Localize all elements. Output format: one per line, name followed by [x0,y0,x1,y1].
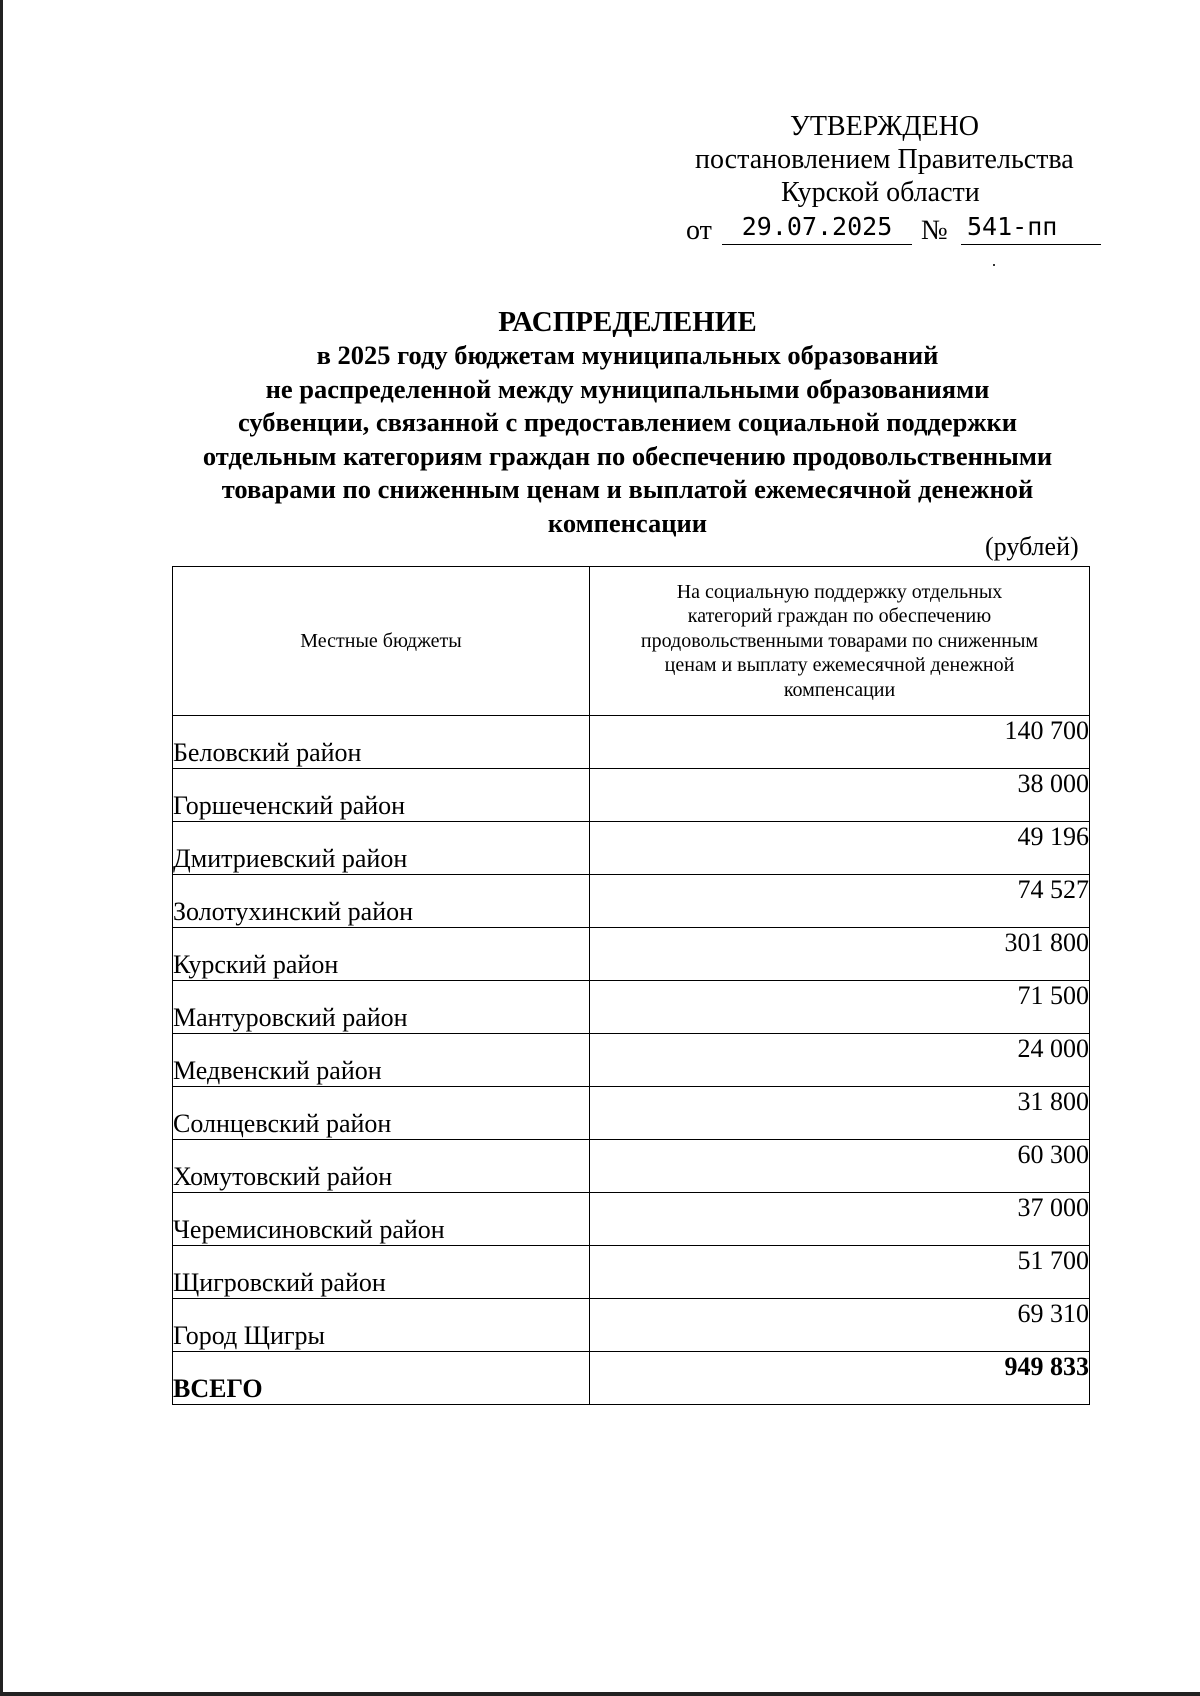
total-label: ВСЕГО [173,1352,590,1405]
page-edge-bottom [0,1692,1200,1696]
table-row [173,1193,1090,1246]
approval-date-number-line [686,210,1086,246]
row-name: Черемисиновский район [173,1193,590,1246]
row-name: Солнцевский район [173,1087,590,1140]
title-line-4: отдельным категориям граждан по обеспечению продовольственными [202,440,1053,471]
title-line-3: субвенции, связанной с предоставлением социальной поддержки [237,407,1018,437]
currency-unit: (рублей) [985,532,1079,561]
total-value: 949 833 [590,1352,1090,1405]
row-name: Мантуровский район [173,981,590,1034]
row-value: 24 000 [590,1034,1090,1087]
approval-line-region: Курской области [781,177,980,208]
row-name: Дмитриевский район [173,822,590,875]
table-row [173,875,1090,928]
row-name: Медвенский район [173,1034,590,1087]
table-row [173,716,1090,769]
table-total-row [173,1352,1090,1405]
header-social-support [590,567,1090,716]
table-row [173,981,1090,1034]
row-name: Город Щигры [173,1299,590,1352]
row-name: Золотухинский район [173,875,590,928]
row-value: 140 700 [590,716,1090,769]
from-label: от [686,215,712,246]
table-row [173,769,1090,822]
header-line: категорий граждан по обеспечению [687,605,992,628]
table-row [173,928,1090,981]
document-title [140,305,1115,540]
page-edge-left [0,0,3,1696]
resolution-number: 541-пп [967,212,1058,241]
row-name: Щигровский район [173,1246,590,1299]
table-row [173,1299,1090,1352]
table-row [173,1034,1090,1087]
header-line: ценам и выплату ежемесячной денежной [664,654,1015,677]
row-value: 31 800 [590,1087,1090,1140]
row-name: Беловский район [173,716,590,769]
row-name: Курский район [173,928,590,981]
title-line-2: не распределенной между муниципальными образованиями [265,373,990,404]
header-local-budgets: Местные бюджеты [173,567,590,716]
table-row [173,1246,1090,1299]
title-line-1: в 2025 году бюджетам муниципальных образований [316,340,939,370]
approval-heading: УТВЕРЖДЕНО [790,111,980,142]
title-line-6: компенсации [547,507,708,538]
row-name: Хомутовский район [173,1140,590,1193]
resolution-date: 29.07.2025 [722,210,912,245]
table-header-row [173,567,1090,716]
row-value: 49 196 [590,822,1090,875]
header-line: На социальную поддержку отдельных [676,580,1003,603]
table-row [173,1140,1090,1193]
row-value: 37 000 [590,1193,1090,1246]
header-line: продовольственными товарами по сниженным [640,629,1039,652]
title-main: РАСПРЕДЕЛЕНИЕ [498,306,757,338]
row-value: 51 700 [590,1246,1090,1299]
row-value: 71 500 [590,981,1090,1034]
table-row [173,1087,1090,1140]
row-name: Горшеченский район [173,769,590,822]
row-value: 74 527 [590,875,1090,928]
header-line: компенсации [783,678,896,701]
table-row [173,822,1090,875]
row-value: 69 310 [590,1299,1090,1352]
number-sign: № [921,215,948,246]
row-value: 60 300 [590,1140,1090,1193]
row-value: 301 800 [590,928,1090,981]
scan-dot-mark [993,264,995,266]
approval-line-resolution: постановлением Правительства [695,144,1074,175]
budget-table [172,566,1090,1405]
resolution-number-field [961,210,1101,245]
row-value: 38 000 [590,769,1090,822]
title-line-5: товарами по сниженным ценам и выплатой ежемесячной денежной [221,474,1034,504]
